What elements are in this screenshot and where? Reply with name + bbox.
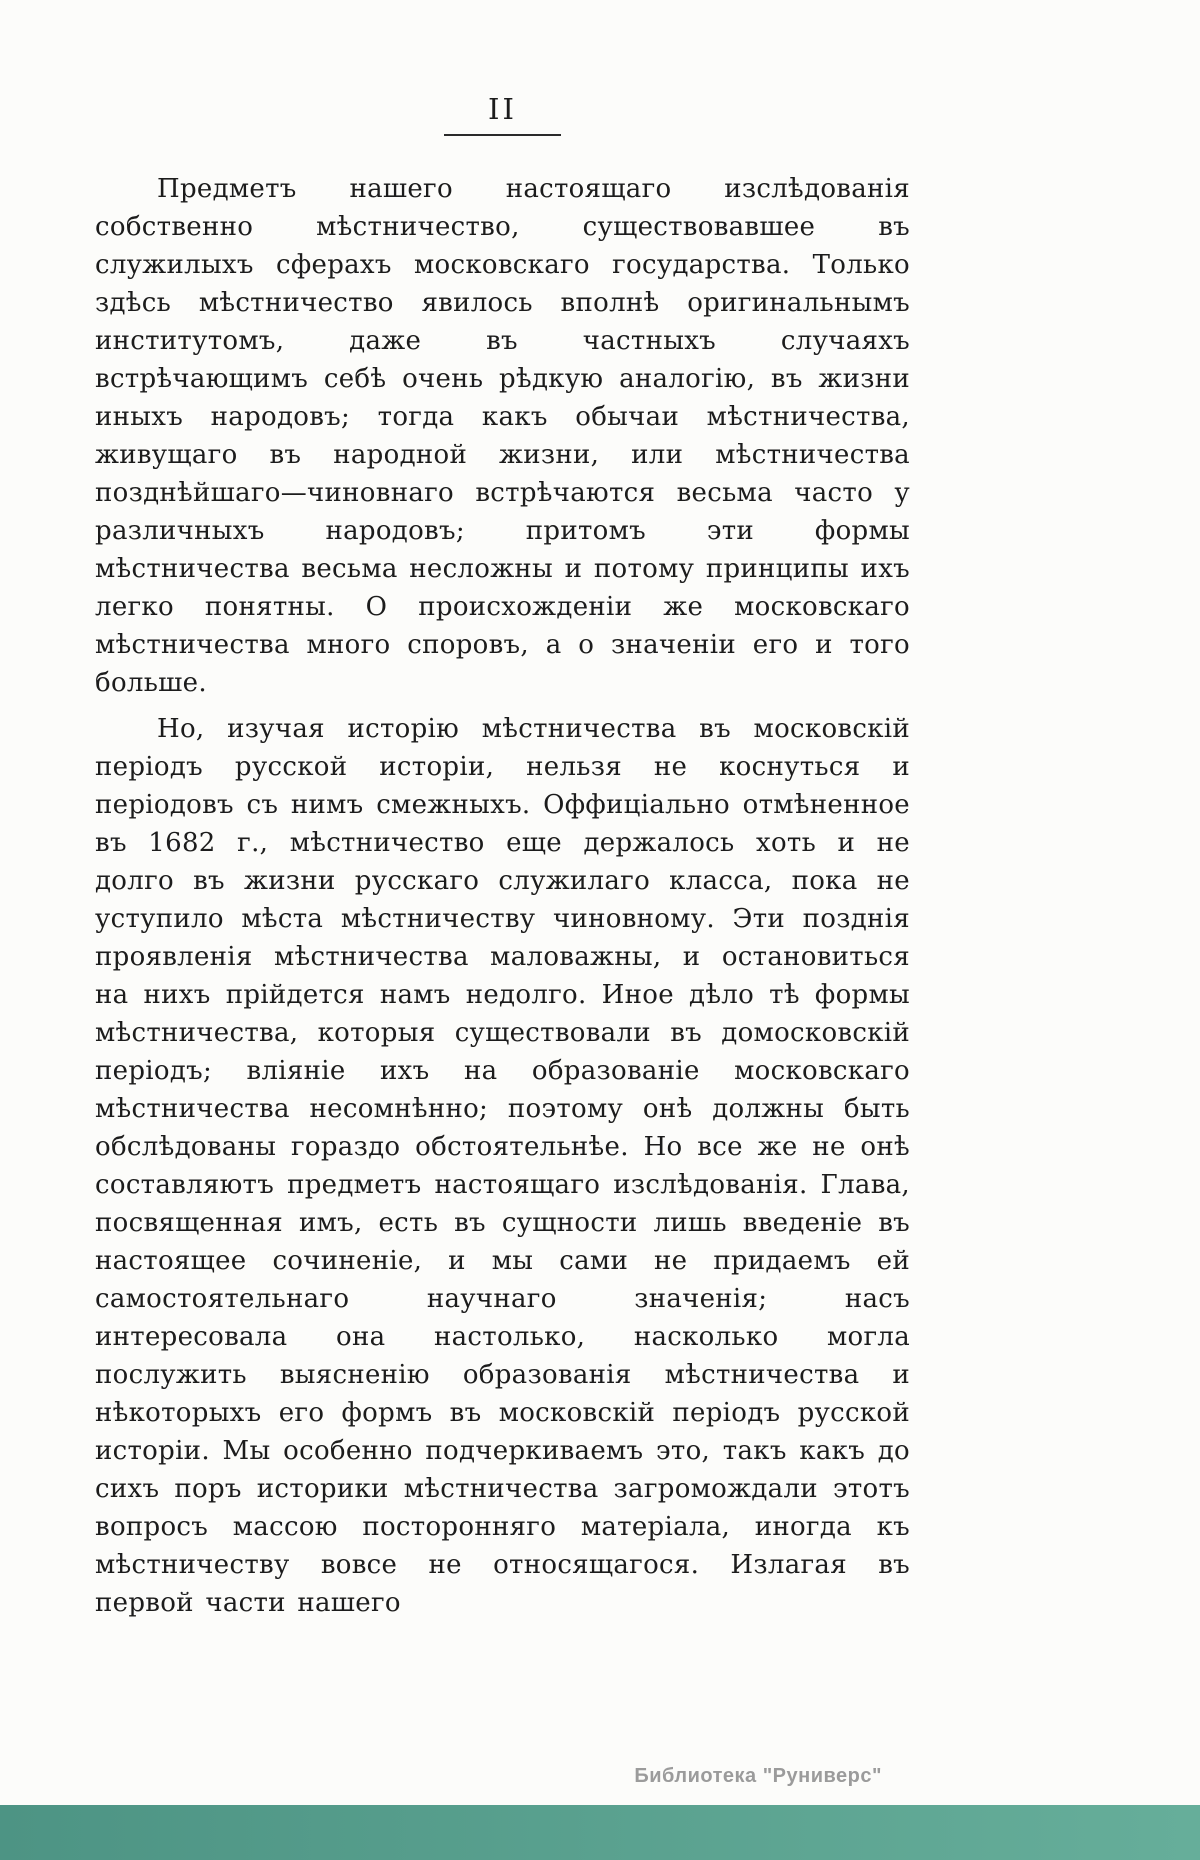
page-number: II <box>444 92 561 136</box>
paragraph-1: Предметъ нашего настоящаго изслѣдованія собственно мѣстничество, существовавшее въ служилыхъ сферахъ московскаго государства. Только здѣсь мѣстничество явилось вполнѣ оригинальнымъ институтомъ, даже въ частныхъ случаяхъ встрѣчающимъ себѣ очень рѣдкую аналогію, въ жизни иныхъ народовъ; тогда какъ обычаи мѣстничества, живущаго въ народной жизни, или мѣстничества позднѣйшаго—чиновнаго встрѣчаются весьма часто у различныхъ народовъ; притомъ эти формы мѣстничества весьма несложны и потому принципы ихъ легко понятны. О происхожденіи же московскаго мѣстничества много споровъ, а о значеніи его и того больше. <box>95 174 910 698</box>
text-block <box>95 170 910 1622</box>
footer-color-bar <box>0 1805 1200 1860</box>
library-watermark: Библиотека "Руниверс" <box>634 1765 882 1787</box>
page-header <box>95 0 910 136</box>
paragraph-2: Но, изучая исторію мѣстничества въ московскій періодъ русской исторіи, нельзя не коснуться и періодовъ съ нимъ смежныхъ. Оффиціально отмѣненное въ 1682 г., мѣстничество еще держалось хоть и не долго въ жизни русскаго служилаго класса, пока не уступило мѣста мѣстничеству чиновному. Эти позднія проявленія мѣстничества маловажны, и остановиться на нихъ прійдется намъ недолго. Иное дѣло тѣ формы мѣстничества, которыя существовали въ домосковскій періодъ; вліяніе ихъ на образованіе московскаго мѣстничества несомнѣнно; поэтому онѣ должны быть обслѣдованы гораздо обстоятельнѣе. Но все же не онѣ составляютъ предметъ настоящаго изслѣдованія. Глава, посвященная имъ, есть въ сущности лишь введеніе въ настоящее сочиненіе, и мы сами не придаемъ ей самостоятельнаго научнаго значенія; насъ интересовала она настолько, насколько могла послужить выясненію образованія мѣстничества и нѣкоторыхъ его формъ въ московскій періодъ русской исторіи. Мы особенно подчеркиваемъ это, такъ какъ до сихъ поръ историки мѣстничества загромождали этотъ вопросъ массою посторонняго матеріала, иногда къ мѣстничеству вовсе не относящагося. Излагая въ первой части нашего <box>95 714 910 1618</box>
